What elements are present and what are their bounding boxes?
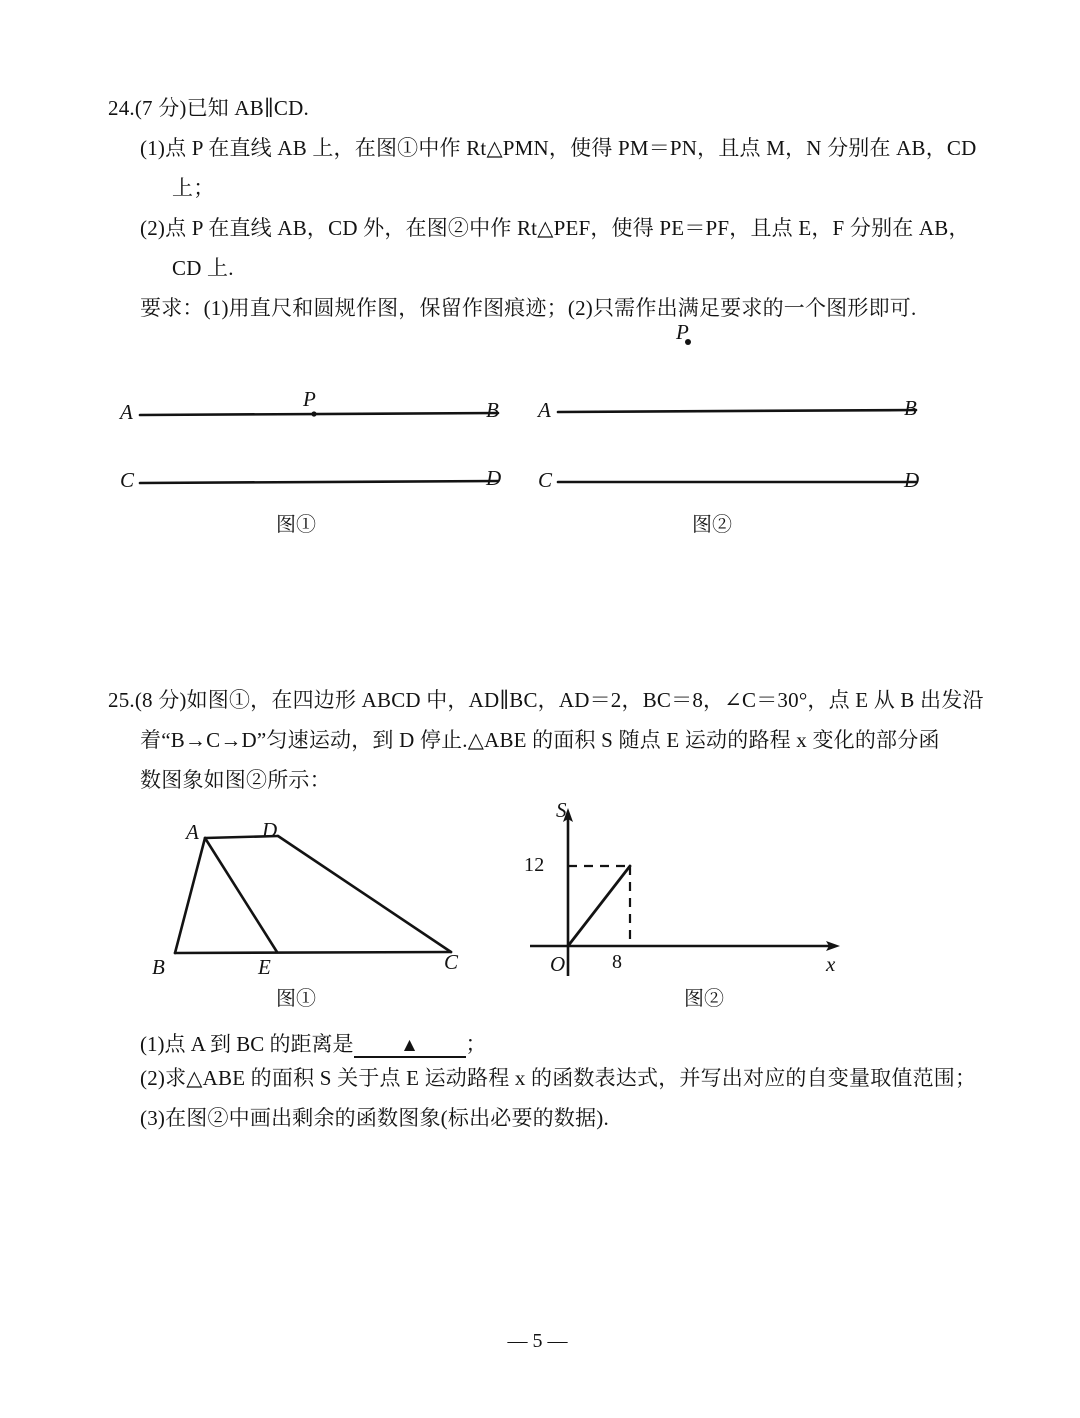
q25-figure-2-chart	[520, 798, 860, 988]
q24-figure-1	[118, 390, 518, 500]
q24-fig1-label-P: D	[486, 466, 502, 490]
q25-fig1-caption: 图①	[276, 986, 316, 1010]
q25-fig2-axis-label-S: S	[556, 798, 567, 822]
q25-fig1-label-D: D	[262, 818, 278, 842]
q24-fig2-label-D: D	[904, 468, 920, 492]
q25-sub-1-answer-blank[interactable]	[354, 1036, 466, 1058]
q24-fig2-caption: 图②	[692, 512, 732, 536]
q25-fig2-x-tick-8: 8	[612, 951, 623, 973]
q25-sub-1	[140, 1028, 487, 1058]
q24-fig2-label-B: B	[904, 396, 917, 420]
q24-fig2-label-A: A	[538, 398, 551, 422]
footer-dash-right: —	[547, 1330, 573, 1352]
q24-fig1-label-P-point: P	[303, 387, 316, 411]
q25-fig2-caption: 图②	[684, 986, 724, 1010]
q25-stem-line-2: 着“B→C→D”匀速运动，到 D 停止.△ABE 的面积 S 随点 E 运动的路程 x 变化的部分函	[140, 728, 940, 752]
q25-sub-1-terminator: ；	[465, 1032, 487, 1056]
q24-figure-2	[536, 390, 936, 500]
q24-fig1-label-C: C	[120, 468, 135, 492]
q25-fig2-axis-label-x: x	[826, 952, 836, 976]
q24-stem: 24.(7 分)已知 AB∥CD.	[108, 96, 309, 120]
q25-sub-1-triangle-marker: ▲	[400, 1035, 419, 1056]
q25-sub-3: (3)在图②中画出剩余的函数图象(标出必要的数据).	[140, 1106, 609, 1130]
q25-sub-2: (2)求△ABE 的面积 S 关于点 E 运动路程 x 的函数表达式，并写出对应的自变量取值范围；	[140, 1066, 977, 1090]
page-footer	[0, 1330, 1080, 1353]
q25-stem-line-1: 25.(8 分)如图①，在四边形 ABCD 中，AD∥BC，AD＝2，BC＝8，∠C＝30°，点 E 从 B 出发沿	[108, 688, 984, 712]
page-number: 5	[532, 1330, 548, 1352]
q25-stem-line-3: 数图象如图②所示：	[140, 768, 331, 792]
q24-fig2-label-C: C	[538, 468, 553, 492]
q24-item-2: (2)点 P 在直线 AB，CD 外，在图②中作 Rt△PEF，使得 PE＝PF，且点 E，F 分别在 AB，	[140, 216, 970, 240]
q24-item-1-cont: 上；	[172, 176, 215, 200]
q24-fig1-caption: 图①	[276, 512, 316, 536]
footer-dash-left: —	[507, 1330, 533, 1352]
q25-fig1-label-A: A	[186, 820, 199, 844]
q25-fig1-label-E: E	[258, 955, 271, 979]
q25-figure-1	[150, 810, 480, 970]
q24-fig1-label-A: A	[120, 400, 133, 424]
q25-fig2-y-tick-12: 12	[524, 854, 545, 876]
q25-sub-1-text: (1)点 A 到 BC 的距离是	[140, 1032, 354, 1056]
q24-fig1-label-B: B	[486, 398, 499, 422]
q24-item-2-cont: CD 上.	[172, 256, 234, 280]
q25-fig1-label-B: B	[152, 955, 165, 979]
q24-requirement: 要求：(1)用直尺和圆规作图，保留作图痕迹；(2)只需作出满足要求的一个图形即可.	[140, 296, 917, 320]
q25-fig1-label-C: C	[444, 950, 459, 974]
q24-item-1: (1)点 P 在直线 AB 上，在图①中作 Rt△PMN，使得 PM＝PN，且点 M，N 分别在 AB，CD	[140, 136, 977, 160]
q24-fig2-label-P: P	[676, 320, 689, 344]
q25-fig2-origin-label: O	[550, 952, 566, 976]
